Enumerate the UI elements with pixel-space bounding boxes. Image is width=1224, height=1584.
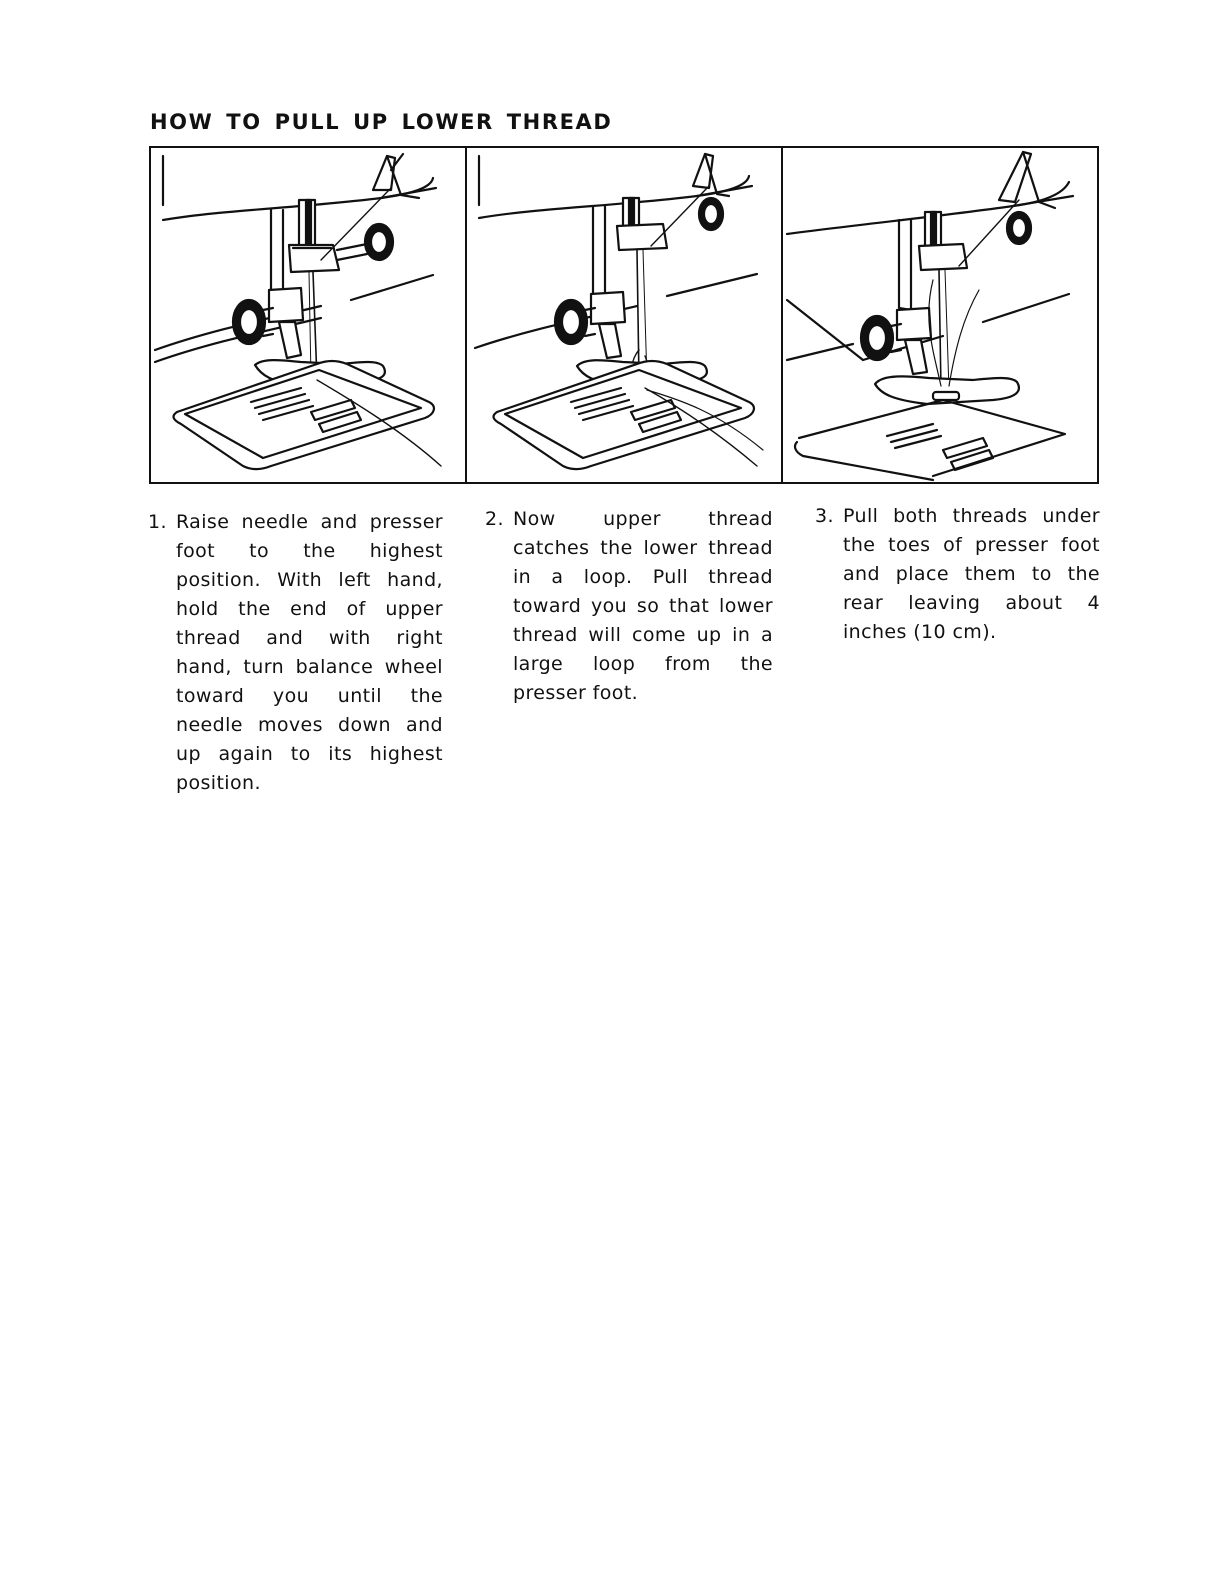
illustration-step-2 (467, 148, 783, 482)
sewing-machine-threads-to-rear-illustration (783, 148, 1097, 482)
sewing-machine-thread-loop-illustration (467, 148, 781, 482)
illustration-strip (149, 146, 1099, 484)
illustration-step-3 (783, 148, 1097, 482)
step-number: 2. (485, 508, 504, 530)
step-2 (485, 505, 773, 708)
step-3 (815, 502, 1100, 647)
step-text: Raise needle and presser foot to the highest position. With left hand, hold the end of upper thread and with right hand, turn balance wheel toward you until the needle moves down and up again to its highest position. (176, 511, 443, 794)
sewing-machine-needle-raised-illustration (151, 148, 465, 482)
illustration-step-1 (151, 148, 467, 482)
step-1 (148, 508, 443, 798)
step-text: Pull both threads under the toes of presser foot and place them to the rear leaving about 4 inches (10 cm). (843, 505, 1100, 643)
step-number: 3. (815, 505, 834, 527)
step-number: 1. (148, 511, 167, 533)
step-text: Now upper thread catches the lower thread in a loop. Pull thread toward you so that lower thread will come up in a large loop from the presser foot. (513, 508, 773, 704)
page-title: HOW TO PULL UP LOWER THREAD (150, 110, 613, 134)
